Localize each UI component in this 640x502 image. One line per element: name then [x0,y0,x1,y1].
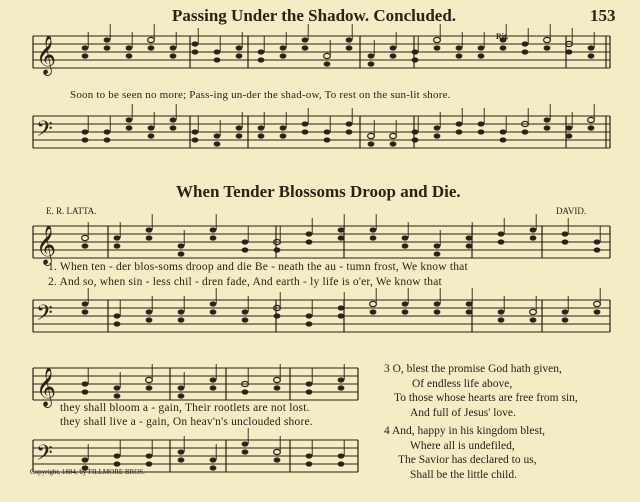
lyric-line2-verse2: they shall live a - gain, On heav'n's unclouded shore. [60,416,313,428]
note-head [148,37,155,42]
note-head [148,133,155,138]
note-head [114,243,121,248]
note-head [178,385,185,390]
note-head [566,49,573,54]
note-head [478,45,485,50]
note-head [302,45,309,50]
note-head [434,125,441,130]
note-head [210,385,217,390]
note-head [306,321,313,326]
note-head [146,309,153,314]
note-head [146,317,153,322]
note-head [346,129,353,134]
note-head [192,137,199,142]
note-head [302,129,309,134]
note-head [114,313,121,318]
verse-4 [384,424,545,482]
note-head [82,53,89,58]
note-head [370,309,377,314]
note-head [390,53,397,58]
note-head [302,121,309,126]
note-head [236,45,243,50]
note-head [236,53,243,58]
bass-clef-icon: 𝄢 [36,117,53,147]
note-head [274,377,281,382]
bass-clef-icon: 𝄢 [36,301,53,331]
note-head [274,385,281,390]
note-head [126,125,133,130]
verse-line: And, happy in his kingdom blest, [392,425,546,437]
note-head [210,457,217,462]
note-head [82,381,89,386]
note-head [562,317,569,322]
note-head [114,385,121,390]
note-head [178,317,185,322]
note-head [178,243,185,248]
note-head [456,45,463,50]
note-head [544,45,551,50]
note-head [544,117,551,122]
note-head [466,309,473,314]
note-head [242,317,249,322]
note-head [456,129,463,134]
note-head [412,57,419,62]
note-head [412,137,419,142]
note-head [146,227,153,232]
clefs [36,35,56,471]
note-head [530,317,537,322]
note-head [242,441,249,446]
note-head [126,45,133,50]
note-head [478,121,485,126]
composer: DAVID. [556,206,587,216]
note-head [114,461,121,466]
note-head [402,235,409,240]
verse-3 [384,362,578,420]
note-head [338,313,345,318]
note-head [412,129,419,134]
note-head [274,247,281,252]
note-head [126,117,133,122]
note-head [466,243,473,248]
note-head [370,227,377,232]
note-head [280,133,287,138]
note-head [466,235,473,240]
note-head [368,53,375,58]
note-head [498,309,505,314]
note-head [544,37,551,42]
note-head [82,243,89,248]
note-head [104,137,111,142]
verse-line: Where all is undefiled, [410,439,515,452]
note-head [434,243,441,248]
running-title: Passing Under the Shadow. Concluded. [172,6,457,25]
note-head [306,231,313,236]
note-head [192,129,199,134]
note-head [434,45,441,50]
note-head [346,37,353,42]
note-head [192,49,199,54]
note-head [562,239,569,244]
note-head [258,125,265,130]
note-head [434,133,441,138]
note-head [530,227,537,232]
note-head [522,49,529,54]
note-head [146,385,153,390]
note-head [594,301,601,306]
note-head [178,251,185,256]
note-head [412,49,419,54]
note-head [498,317,505,322]
note-head [126,53,133,58]
verse-line: The Savior has declared to us, [398,454,537,466]
note-head [214,57,221,62]
verse-line: Shall be the little child. [410,468,517,481]
note-head [146,235,153,240]
note-head [544,125,551,130]
note-head [306,461,313,466]
note-head [434,301,441,306]
note-head [346,121,353,126]
note-head [522,129,529,134]
lyric-line2-verse1: they shall bloom a - gain, Their rootlets are not lost. [60,402,310,414]
note-head [390,45,397,50]
note-head [338,235,345,240]
note-head [146,377,153,382]
note-head [146,461,153,466]
note-head [178,393,185,398]
note-head [274,457,281,462]
bass-clef-icon: 𝄢 [36,441,53,471]
note-head [588,53,595,58]
note-head [210,309,217,314]
note-head [242,389,249,394]
previous-hymn-lyric: Soon to be seen no more; Pass-ing un-der the shad-ow, To rest on the sun-lit shore. [70,89,451,101]
note-head [594,239,601,244]
note-head [390,133,397,138]
note-head [82,235,89,240]
note-head [456,121,463,126]
note-head [368,133,375,138]
note-head [338,385,345,390]
page-number: 153 [590,6,616,25]
note-head [402,243,409,248]
note-head [368,141,375,146]
note-head [214,133,221,138]
note-head [210,377,217,382]
hymn-title: When Tender Blossoms Droop and Die. [176,182,461,201]
note-head [588,45,595,50]
note-head [434,251,441,256]
note-head [170,53,177,58]
note-head [302,37,309,42]
note-head [274,449,281,454]
note-head [82,129,89,134]
treble-clef-icon: 𝄞 [36,367,57,407]
note-head [370,301,377,306]
copyright-notice: Copyright, 1884, by FILLMORE BROS. [30,468,145,476]
note-head [368,61,375,66]
note-head [402,301,409,306]
lyric-line1-verse2: 2. And so, when sin - less chil - dren fade, And earth - ly life is o'er, We know that [48,276,442,288]
verse-line: And full of Jesus' love. [410,406,516,419]
note-head [478,53,485,58]
note-head [114,321,121,326]
note-head [114,235,121,240]
note-head [82,45,89,50]
note-head [242,309,249,314]
treble-clef-icon: 𝄞 [36,35,57,75]
note-head [306,381,313,386]
note-head [306,453,313,458]
note-head [242,449,249,454]
note-head [402,309,409,314]
note-head [530,309,537,314]
note-head [338,377,345,382]
note-head [498,231,505,236]
note-head [500,45,507,50]
note-head [82,137,89,142]
note-head [588,125,595,130]
note-head [562,231,569,236]
note-head [104,37,111,42]
verse-line: Of endless life above, [412,377,513,390]
note-head [258,133,265,138]
note-head [258,57,265,62]
note-head [242,247,249,252]
note-head [566,133,573,138]
verse-line: To those whose hearts are free from sin, [394,392,578,404]
note-head [562,309,569,314]
note-head [104,129,111,134]
note-head [280,53,287,58]
note-head [82,389,89,394]
note-head [236,133,243,138]
note-head [280,125,287,130]
note-head [306,239,313,244]
note-head [104,45,111,50]
note-head [306,389,313,394]
verse-line: O, blest the promise God hath given, [392,363,562,375]
note-head [210,235,217,240]
note-head [390,141,397,146]
note-head [338,305,345,310]
note-head [324,53,331,58]
note-head [324,61,331,66]
lyric-line1-verse1: 1. When ten - der blos-soms droop and die Be - neath the au - tumn frost, We know that [48,261,468,273]
note-head [566,125,573,130]
note-head [258,49,265,54]
note-head [170,125,177,130]
note-head [370,235,377,240]
note-head [478,129,485,134]
note-head [338,453,345,458]
note-head [346,45,353,50]
note-head [178,449,185,454]
note-head [114,453,121,458]
note-head [148,45,155,50]
note-head [434,37,441,42]
note-head [114,393,121,398]
lyricist: E. R. LATTA. [46,206,97,216]
note-head [522,41,529,46]
note-head [170,45,177,50]
note-head [306,313,313,318]
note-head [214,49,221,54]
note-head [594,309,601,314]
note-head [594,247,601,252]
note-head [170,117,177,122]
verse-number: 3 [384,363,390,375]
note-head [466,301,473,306]
note-head [214,141,221,146]
note-head [192,41,199,46]
note-head [146,453,153,458]
note-head [82,457,89,462]
note-head [324,129,331,134]
note-head [338,461,345,466]
verse-number: 4 [384,425,390,437]
note-head [82,309,89,314]
note-head [280,45,287,50]
note-head [324,137,331,142]
ritardando-mark: Rit. [496,32,509,41]
note-head [274,313,281,318]
note-head [498,239,505,244]
note-head [236,125,243,130]
note-head [338,227,345,232]
note-head [178,457,185,462]
note-head [178,309,185,314]
note-head [500,129,507,134]
note-head [210,301,217,306]
note-head [434,309,441,314]
note-head [530,235,537,240]
note-head [242,239,249,244]
note-head [210,227,217,232]
note-head [456,53,463,58]
note-head [210,465,217,470]
note-head [500,137,507,142]
treble-clef-icon: 𝄞 [36,225,57,265]
note-head [148,125,155,130]
note-head [588,117,595,122]
note-head [82,301,89,306]
